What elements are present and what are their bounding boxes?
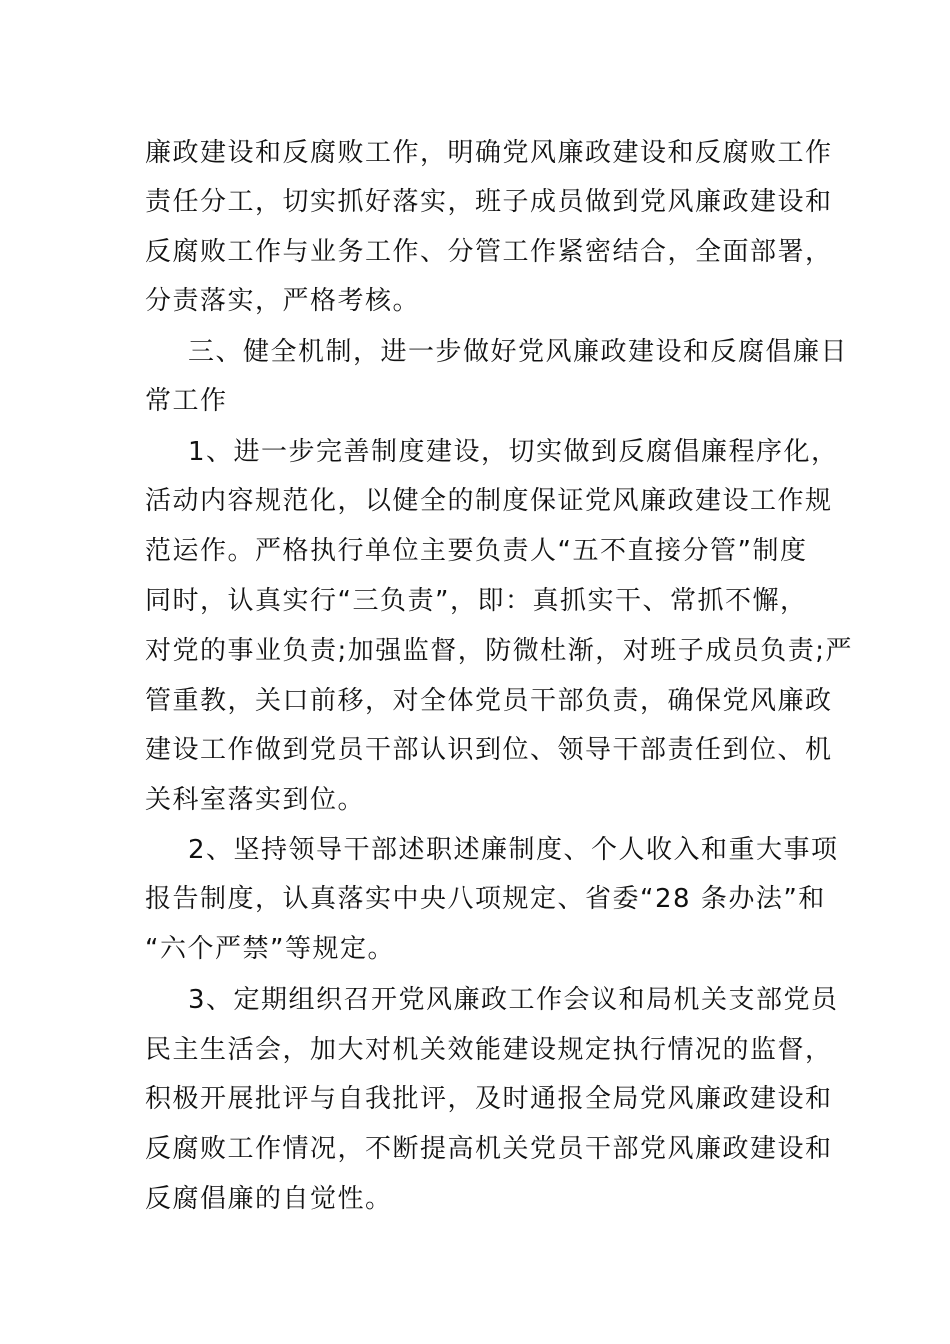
text-line: 活动内容规范化，以健全的制度保证党风廉政建设工作规 [145,486,833,516]
section-heading: 三、健全机制，进一步做好党风廉政建设和反腐倡廉日 [188,337,849,367]
text-line: “六个严禁”等规定。 [145,934,395,964]
text-line: 3、定期组织召开党风廉政工作会议和局机关支部党员 [188,985,839,1015]
text-line: 关科室落实到位。 [145,785,366,815]
text-line: 反腐倡廉的自觉性。 [145,1184,393,1214]
text-line: 积极开展批评与自我批评，及时通报全局党风廉政建设和 [145,1084,833,1114]
text-line: 同时，认真实行“三负责”，即：真抓实干、常抓不懈， [145,586,808,616]
text-line: 对党的事业负责;加强监督，防微杜渐，对班子成员负责;严 [145,636,854,666]
section-heading-continued: 常工作 [145,386,228,416]
text-line: 1、进一步完善制度建设，切实做到反腐倡廉程序化， [188,437,839,467]
text-line: 管重教，关口前移，对全体党员干部负责，确保党风廉政 [145,686,833,716]
text-line: 报告制度，认真落实中央八项规定、省委“28 条办法”和 [145,884,826,914]
text-line: 民主生活会，加大对机关效能建设规定执行情况的监督， [145,1035,833,1065]
text-line: 廉政建设和反腐败工作，明确党风廉政建设和反腐败工作 [145,138,833,168]
text-line: 范运作。严格执行单位主要负责人“五不直接分管”制度 [145,536,808,566]
text-line: 反腐败工作与业务工作、分管工作紧密结合，全面部署， [145,237,833,267]
text-line: 建设工作做到党员干部认识到位、领导干部责任到位、机 [145,735,833,765]
text-line: 反腐败工作情况，不断提高机关党员干部党风廉政建设和 [145,1134,833,1164]
text-line: 责任分工，切实抓好落实，班子成员做到党风廉政建设和 [145,187,833,217]
text-line: 2、坚持领导干部述职述廉制度、个人收入和重大事项 [188,835,839,865]
text-line: 分责落实，严格考核。 [145,286,421,316]
